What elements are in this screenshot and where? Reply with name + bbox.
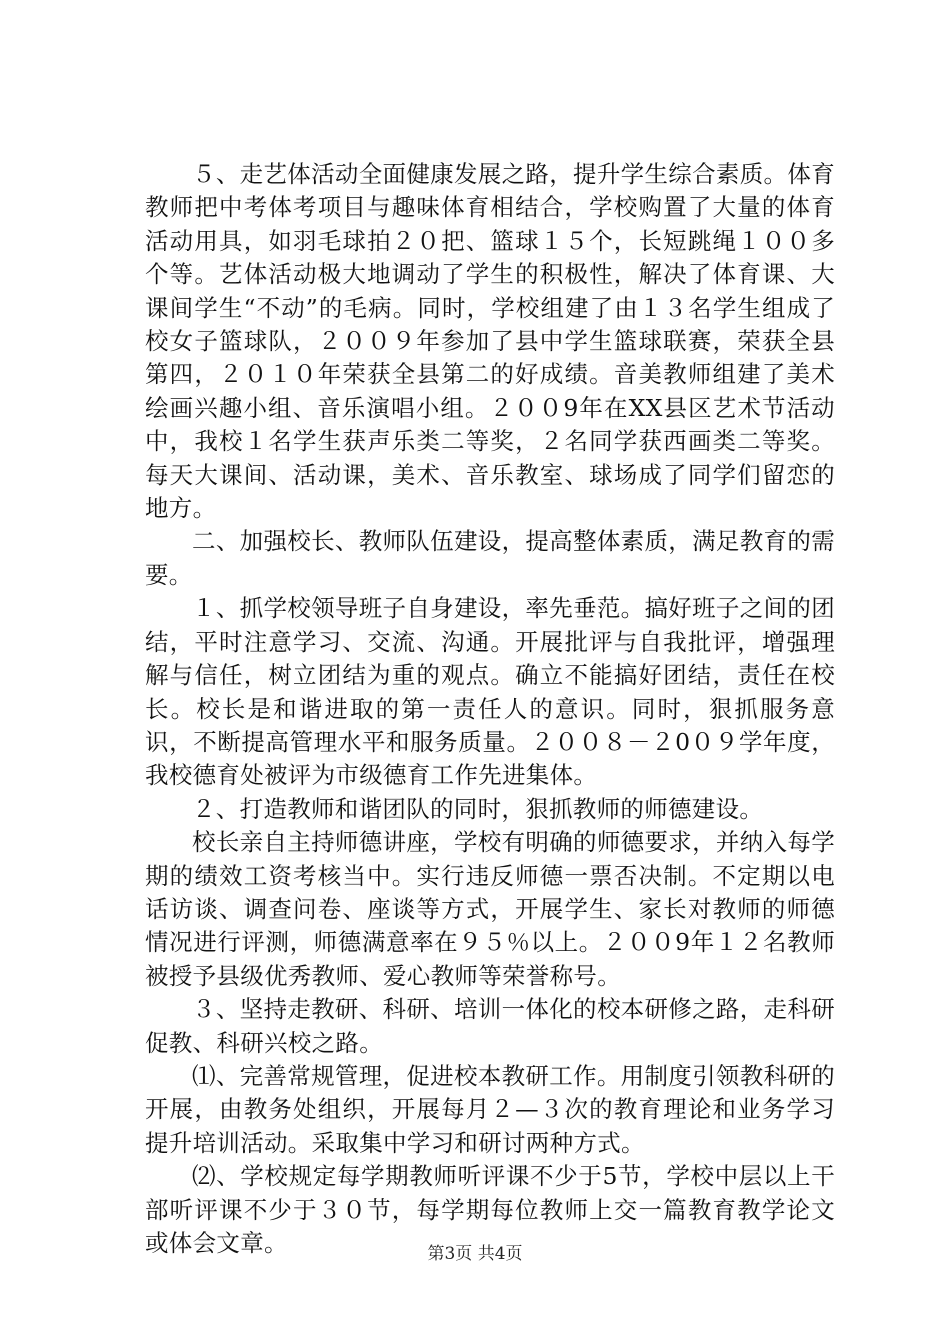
paragraph-teacher-ethics: 校长亲自主持师德讲座，学校有明确的师德要求，并纳入每学期的绩效工资考核当中。实行违反师德一票否决制。不定期以电话访谈、调查问卷、座谈等方式，开展学生、家长对教师的师德情况进行评测，师德满意率在９５％以上。２００9年１２名教师被授予县级优秀教师、爱心教师等荣誉称号。 xyxy=(145,828,835,990)
body-text xyxy=(145,158,835,1260)
paragraph-section-two-heading: 二、加强校长、教师队伍建设，提高整体素质，满足教育的需要。 xyxy=(145,527,835,589)
page-number-footer: 第3页 共4页 xyxy=(427,1244,523,1264)
paragraph-teacher-ethics-heading: ２、打造教师和谐团队的同时，狠抓教师的师德建设。 xyxy=(192,794,764,823)
paragraph-routine-management: ⑴、完善常规管理，促进校本教研工作。用制度引领教科研的开展，由教务处组织，开展每月２—３次的教育理论和业务学习提升培训活动。采取集中学习和研讨两种方式。 xyxy=(145,1061,835,1157)
paragraph-lesson-observation: ⑵、学校规定每学期教师听评课不少于5节，学校中层以上干部听评课不少于３０节，每学期每位教师上交一篇教育教学论文或体会文章。 xyxy=(145,1162,835,1257)
paragraph-arts-sports: ５、走艺体活动全面健康发展之路，提升学生综合素质。体育教师把中考体考项目与趣味体育相结合，学校购置了大量的体育活动用具，如羽毛球拍２０把、篮球１５个，长短跳绳１００多个等。艺体活动极大地调动了学生的积极性，解决了体育课、大课间学生“不动”的毛病。同时，学校组建了由１３名学生组成了校女子篮球队，２００９年参加了县中学生篮球联赛，荣获全县第四，２０１０年荣获全县第二的好成绩。音美教师组建了美术绘画兴趣小组、音乐演唱小组。２００9年在XX县区艺术节活动中，我校１名学生获声乐类二等奖，２名同学获西画类二等奖。每天大课间、活动课，美术、音乐教室、球场成了同学们留恋的地方。 xyxy=(145,160,835,523)
paragraph-leadership: １、抓学校领导班子自身建设，率先垂范。搞好班子之间的团结，平时注意学习、交流、沟通。开展批评与自我批评，增强理解与信任，树立团结为重的观点。确立不能搞好团结，责任在校长。校长是和谐进取的第一责任人的意识。同时，狠抓服务意识，不断提高管理水平和服务质量。２００８－２0０９学年度，我校德育处被评为市级德育工作先进集体。 xyxy=(145,594,835,790)
paragraph-research-heading: ３、坚持走教研、科研、培训一体化的校本研修之路，走科研促教、科研兴校之路。 xyxy=(145,995,835,1057)
